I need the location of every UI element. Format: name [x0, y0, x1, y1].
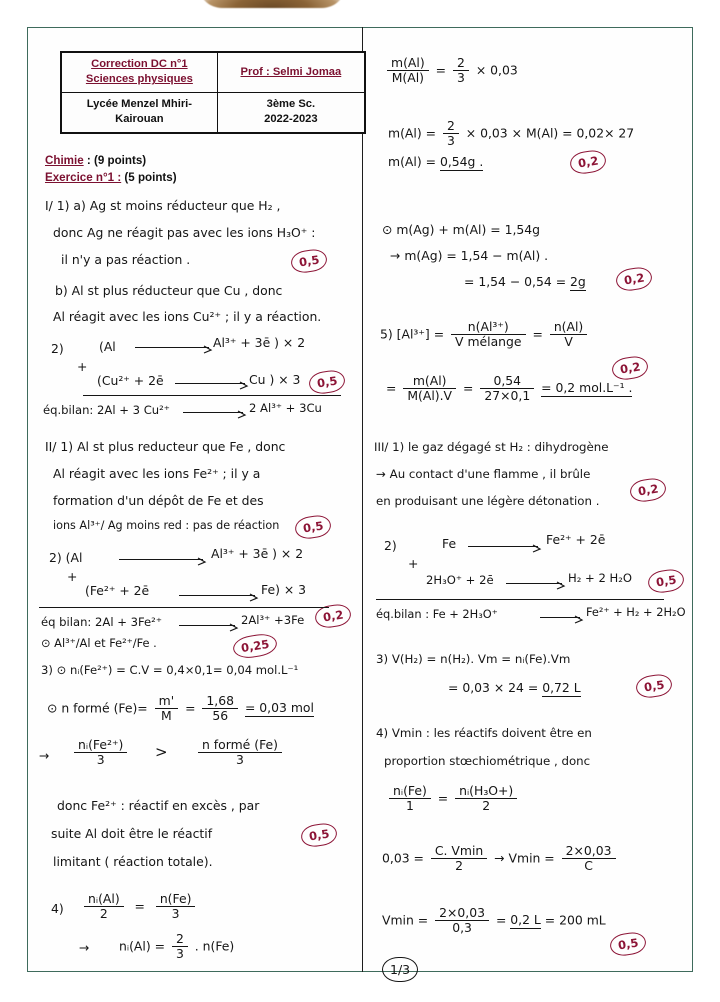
- frac-nAl-over-V: [550, 321, 587, 349]
- mAg-calc-text: = 1,54 − 0,54 =: [464, 274, 567, 289]
- halfeq-III-plus: +: [408, 556, 419, 571]
- answer-II-1-line4: ions Al³⁺/ Ag moins red : pas de réaction: [53, 519, 280, 532]
- answer-III-1-line3: en produisant une légère détonation .: [376, 494, 600, 508]
- answer-II-1-line2: Al réagit avec les ions Fe²⁺ ; il y a: [53, 466, 261, 481]
- column-divider: [362, 27, 363, 972]
- mAg-expression: → m(Ag) = 1,54 − m(Al) .: [390, 248, 549, 263]
- frac-23-num-l: 2: [175, 931, 184, 946]
- header-teacher: Prof : Selmi Jomaa: [240, 65, 342, 78]
- answer-II-4-label: 4): [51, 901, 64, 916]
- frac-v-den: 56: [202, 708, 238, 722]
- frac-nAl-den: V: [550, 334, 587, 348]
- answer-I-1a-line3: il n'y a pas réaction .: [61, 252, 191, 267]
- grade-bubble-I-2: 0,5: [308, 368, 347, 395]
- halfeq-I-ox-left: (Al: [99, 339, 116, 354]
- mAl-result-value: 0,54g .: [439, 154, 484, 169]
- frac-054-num: 0,54: [493, 373, 522, 388]
- frac-CVmin-num: C. Vmin: [434, 843, 484, 858]
- nformed-result: = 0,03 mol: [244, 700, 314, 716]
- frac-v-num: 1,68: [206, 693, 235, 708]
- halfeq-II-ox-left: 2) (Al: [49, 550, 83, 565]
- frac-m-num: m': [158, 693, 175, 708]
- subject-label: Chimie: [45, 154, 84, 167]
- grade-bubble-III-1: 0,2: [629, 476, 668, 503]
- grade-bubble-mAg: 0,2: [615, 265, 654, 292]
- vmin-final-eq: =: [495, 912, 507, 928]
- frac-2x003-den: C: [562, 858, 616, 872]
- frac-CVmin-den: 2: [431, 858, 487, 872]
- scan-smudge-artifact: [198, 0, 346, 8]
- balance-eq-II-arrow: [179, 625, 235, 626]
- vmin-lhs: 0,03 =: [382, 850, 424, 866]
- header-info-table: [60, 51, 366, 134]
- answer-I-1b-line1: b) Al st plus réducteur que Cu , donc: [55, 283, 283, 298]
- subject-heading: [45, 154, 146, 167]
- concentration-question5: [380, 321, 590, 349]
- frac-niH3O-num: nᵢ(H₃O+): [459, 783, 514, 798]
- mAl-result-label: m(Al) =: [388, 154, 436, 169]
- frac-23-num-r: 2: [456, 55, 465, 70]
- halfeq-III-ox-left: Fe: [442, 536, 457, 551]
- frac-nAl-num: n(Al): [553, 319, 584, 334]
- halfeq-II-red-left: (Fe²⁺ + 2ē: [85, 583, 150, 598]
- frac-mAl-over-MAlV: [403, 375, 456, 403]
- frac-168-over-56: [202, 695, 238, 723]
- left-column: [27, 27, 362, 972]
- exercise-heading: [45, 171, 177, 184]
- frac-2x003-over-C: [562, 845, 616, 873]
- frac-n-fe-over-3: [156, 893, 196, 921]
- grade-bubble-III-2: 0,5: [647, 567, 686, 594]
- frac-niH3O-den: 2: [455, 798, 517, 812]
- mAg-calculation: [464, 275, 586, 288]
- halfeq-I-red-left: (Cu²⁺ + 2ē: [97, 373, 164, 388]
- balance-eq-I-arrowhead: [237, 406, 247, 424]
- answer-II-1-line1: II/ 1) Al st plus reducteur que Fe , donc: [45, 439, 286, 454]
- header-school-line1: Lycée Menzel Mhiri-: [86, 97, 193, 110]
- answer-I-1a-line1: I/ 1) a) Ag st moins réducteur que H₂ ,: [45, 198, 281, 213]
- frac-nAl3-den: V mélange: [451, 334, 526, 348]
- concentration-calculation: [386, 375, 632, 403]
- frac-23-den-l: 3: [172, 946, 188, 960]
- frac-niH3O-over-2: [455, 785, 517, 813]
- frac-ni-fe-den: 3: [74, 752, 127, 766]
- frac-nformed-num: n formé (Fe): [202, 737, 278, 752]
- frac-ni-fe-num: nᵢ(Fe²⁺): [78, 737, 124, 752]
- halfeq-II-red-right: Fe) × 3: [261, 582, 307, 597]
- frac-ni-al-den: 2: [84, 906, 124, 920]
- vmin-result-ml: = 200 mL: [544, 912, 606, 928]
- answer-I-1b-line2: Al réagit avec les ions Cu²⁺ ; il y a réaction.: [53, 309, 322, 324]
- halfeq-III-ox-arrow: [468, 546, 538, 547]
- grade-bubble-mAl: 0,2: [569, 148, 608, 175]
- frac-nformed-over-3: [198, 739, 282, 767]
- mAl-label: m(Al) =: [388, 125, 436, 141]
- frac-mAlV-den: M(Al).V: [403, 388, 456, 402]
- answer-III-3-formula: 3) V(H₂) = n(H₂). Vm = nᵢ(Fe).Vm: [376, 652, 571, 666]
- answer-II-3-nformed: [47, 695, 314, 723]
- halfeq-I-ox-arrowhead: [203, 341, 213, 359]
- frac-2-over-3-b: [443, 120, 459, 148]
- frac-niFe-over-1: [389, 785, 431, 813]
- balance-eq-I-left: éq.bilan: 2Al + 3 Cu²⁺: [43, 403, 170, 417]
- q5-label: 5) [Al³⁺] =: [380, 326, 445, 342]
- header-title-line1: Correction DC n°1: [91, 58, 188, 70]
- frac-23-den-b: 3: [443, 133, 459, 147]
- frac-2-over-3-left: [172, 933, 188, 961]
- grade-bubble-II-3: 0,5: [300, 821, 339, 848]
- answer-I-2-label: 2): [51, 341, 64, 356]
- frac-mAl-num: m(Al): [391, 55, 425, 70]
- grade-bubble-II-couples: 0,25: [232, 632, 279, 661]
- mass-sum-equation: ⊙ m(Ag) + m(Al) = 1,54g: [382, 222, 541, 237]
- conc-eq-sign-2: =: [463, 380, 474, 396]
- frac-ni-al-num: nᵢ(Al): [88, 891, 120, 906]
- answer-III-1-line1: III/ 1) le gaz dégagé st H₂ : dihydrogène: [374, 440, 609, 454]
- frac-nAl3-num: n(Al³⁺): [467, 319, 509, 334]
- conclusion-line3: limitant ( réaction totale).: [53, 854, 213, 869]
- n-fe-tail: . n(Fe): [194, 938, 235, 954]
- halfeq-III-red-left: 2H₃O⁺ + 2ē: [426, 573, 494, 587]
- equation-sum-rule-III: [376, 599, 664, 600]
- conclusion-line2: suite Al doit être le réactif: [51, 826, 213, 841]
- frac-m-den: M: [155, 708, 178, 722]
- mAl-result: [388, 155, 483, 168]
- frac-2x003-num: 2×0,03: [565, 843, 612, 858]
- vmin-arrow-text: → Vmin =: [494, 850, 555, 866]
- frac-final-den: 0,3: [435, 920, 489, 934]
- grade-bubble-II-1: 0,5: [294, 513, 333, 540]
- frac-m-over-M: [155, 695, 178, 723]
- answer-III-3-calculation: [448, 681, 581, 694]
- header-class: 3ème Sc.: [266, 97, 316, 110]
- halfeq-III-ox-right: Fe²⁺ + 2ē: [546, 532, 606, 547]
- header-title-line2: Sciences physiques: [85, 73, 193, 86]
- balance-eq-III-left: éq.bilan : Fe + 2H₃O⁺: [376, 607, 498, 621]
- eq-sign-2: =: [130, 898, 149, 914]
- header-teacher-cell: [217, 52, 365, 92]
- halfeq-III-ox-arrowhead: [532, 540, 542, 558]
- halfeq-II-ox-right: Al³⁺ + 3ē ) × 2: [211, 546, 304, 561]
- frac-2x003-over-03: [435, 907, 489, 935]
- frac-23-num-b: 2: [446, 118, 455, 133]
- vh2-calc-text: = 0,03 × 24 =: [448, 680, 539, 695]
- eq-sign-1: =: [185, 700, 196, 716]
- grade-bubble-III-3: 0,5: [635, 672, 674, 699]
- grade-bubble-I-1a: 0,5: [290, 247, 329, 274]
- subject-points: : (9 points): [86, 154, 147, 167]
- ni-al-label: nᵢ(Al) =: [119, 938, 165, 954]
- halfeq-I-ox-arrow: [135, 347, 209, 348]
- mAl-expanded: [388, 120, 634, 148]
- nformed-label: ⊙ n formé (Fe)=: [47, 700, 148, 716]
- grade-bubble-concentration: 0,2: [611, 354, 650, 381]
- halfeq-II-red-arrow: [179, 595, 255, 596]
- conclusion-line1: donc Fe²⁺ : réactif en excès , par: [57, 798, 260, 813]
- answer-II-1-line3: formation d'un dépôt de Fe et des: [53, 493, 264, 508]
- answer-II-4-result: [119, 933, 234, 961]
- balance-eq-III-arrowhead: [574, 611, 584, 629]
- balance-eq-I-arrow: [183, 412, 243, 413]
- halfeq-II-red-arrowhead: [249, 589, 259, 607]
- page-number-badge: 1/3: [382, 957, 418, 982]
- vmin-result-liters: 0,2 L: [510, 912, 541, 928]
- halfeq-I-ox-right: Al³⁺ + 3ē ) × 2: [213, 335, 306, 350]
- frac-ni-fe-over-3: [74, 739, 127, 767]
- q5-eq-sign: =: [532, 326, 543, 342]
- halfeq-II-ox-arrow: [119, 559, 203, 560]
- frac-ni-al-over-2: [84, 893, 124, 921]
- greater-than-sign: >: [155, 743, 168, 761]
- mAg-result-value: 2g: [570, 274, 586, 289]
- header-school-cell: [61, 92, 217, 132]
- balance-eq-II-arrowhead: [229, 619, 239, 637]
- vmin-final-label: Vmin =: [382, 912, 429, 928]
- balance-eq-II-left: éq bilan: 2Al + 3Fe²⁺: [41, 615, 162, 629]
- halfeq-III-red-arrow: [506, 583, 562, 584]
- vh2-result-value: 0,72 L: [542, 680, 581, 695]
- mass-ratio-equation: [384, 57, 518, 85]
- grade-bubble-III-4: 0,5: [609, 930, 648, 957]
- answer-III-1-line2: → Au contact d'une flamme , il brûle: [376, 467, 591, 481]
- balance-eq-II-right: 2Al³⁺ +3Fe: [241, 613, 305, 627]
- couples-note-II: ⊙ Al³⁺/Al et Fe²⁺/Fe .: [41, 636, 157, 650]
- equation-sum-rule-I: [83, 395, 341, 396]
- frac-final-num: 2×0,03: [439, 905, 485, 920]
- halfeq-I-plus: +: [77, 359, 88, 374]
- balance-eq-I-right: 2 Al³⁺ + 3Cu: [249, 401, 322, 415]
- comparison-arrow: →: [39, 748, 50, 763]
- exercise-points: (5 points): [124, 171, 177, 184]
- halfeq-II-ox-arrowhead: [197, 553, 207, 571]
- halfeq-II-plus: +: [67, 569, 78, 584]
- frac-nAl3-over-Vmel: [451, 321, 526, 349]
- frac-nformed-den: 3: [198, 752, 282, 766]
- mass-ratio-tail: × 0,03: [475, 62, 518, 78]
- halfeq-III-red-arrowhead: [556, 577, 566, 595]
- answer-III-2-label: 2): [384, 538, 397, 553]
- frac-n-fe-den: 3: [156, 906, 196, 920]
- answer-II-4-lhs: [81, 893, 198, 921]
- frac-niFe-den: 1: [389, 798, 431, 812]
- stoichiometric-ratio: [386, 785, 520, 813]
- frac-054-over-27x01: [480, 375, 534, 403]
- frac-23-den-r: 3: [453, 70, 469, 84]
- header-title-cell: [61, 52, 217, 92]
- conc-eq-sign-1: =: [386, 380, 397, 396]
- halfeq-III-red-right: H₂ + 2 H₂O: [568, 571, 633, 585]
- frac-n-fe-num: n(Fe): [159, 891, 192, 906]
- header-year: 2022-2023: [264, 113, 318, 126]
- mass-ratio-eq-sign: =: [435, 62, 447, 78]
- conc-result-value: = 0,2 mol.L⁻¹ .: [541, 380, 633, 396]
- comparison-left-fraction: [71, 739, 130, 767]
- frac-mAlV-num: m(Al): [412, 373, 447, 388]
- halfeq-I-red-arrowhead: [239, 377, 249, 395]
- frac-CVmin-over-2: [431, 845, 487, 873]
- answer-III-4-line2: proportion stœchiométrique , donc: [384, 754, 591, 768]
- grade-bubble-II-2: 0,2: [314, 602, 353, 629]
- right-column: [364, 27, 693, 977]
- frac-mAl-over-MAl: [387, 57, 429, 85]
- stoich-eq-sign: =: [437, 790, 449, 806]
- vmin-derivation: [382, 845, 619, 873]
- frac-2-over-3-right: [453, 57, 469, 85]
- answer-II-4-arrow: →: [79, 940, 90, 955]
- header-class-cell: [217, 92, 365, 132]
- halfeq-I-red-arrow: [175, 383, 245, 384]
- exercise-label: Exercice n°1 :: [45, 171, 122, 184]
- mAl-tail: × 0,03 × M(Al) = 0,02× 27: [465, 125, 635, 141]
- header-school-line2: Kairouan: [115, 113, 164, 126]
- balance-eq-III-right: Fe²⁺ + H₂ + 2H₂O: [586, 605, 686, 619]
- frac-054-den: 27×0,1: [480, 388, 534, 402]
- frac-mAl-den: M(Al): [387, 70, 429, 84]
- answer-II-3-ni: 3) ⊙ nᵢ(Fe²⁺) = C.V = 0,4×0,1= 0,04 mol.L⁻¹: [41, 663, 299, 677]
- answer-I-1a-line2: donc Ag ne réagit pas avec les ions H₃O⁺ :: [53, 225, 316, 240]
- frac-niFe-num: nᵢ(Fe): [393, 783, 427, 798]
- answer-III-4-line1: 4) Vmin : les réactifs doivent être en: [376, 726, 592, 740]
- halfeq-I-red-right: Cu ) × 3: [249, 372, 301, 387]
- comparison-right-fraction: [195, 739, 285, 767]
- vmin-final: [382, 907, 606, 935]
- equation-sum-rule-II: [39, 607, 329, 608]
